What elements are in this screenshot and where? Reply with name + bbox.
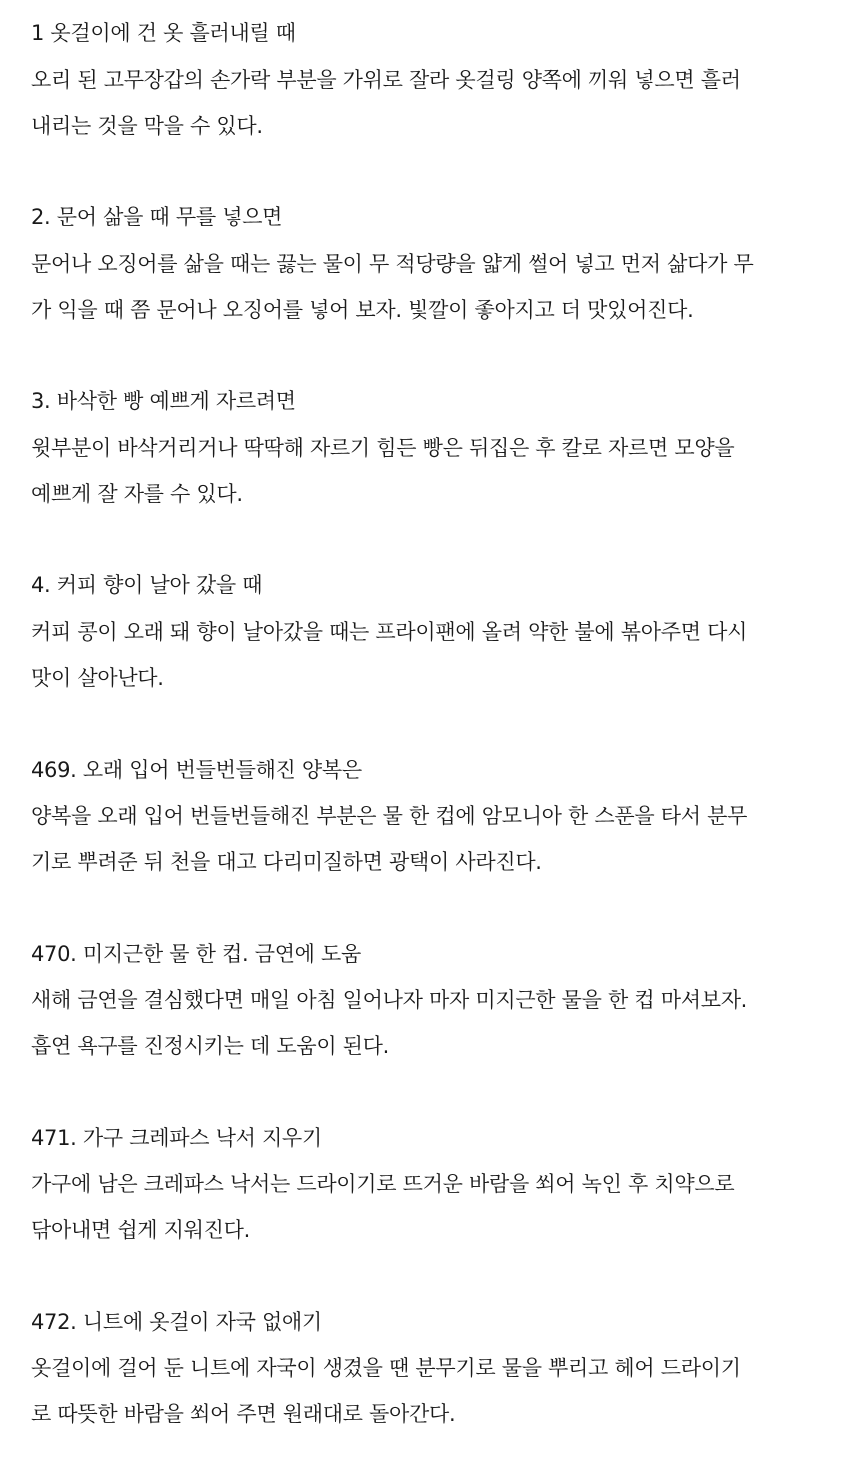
tip-title: 469. 오래 입어 번들번들해진 양복은 — [31, 758, 362, 782]
tip-body-line: 가 익을 때 쯤 문어나 오징어를 넣어 보자. 빛깔이 좋아지고 더 맛있어진다. — [31, 298, 694, 322]
tip-title: 4. 커피 향이 날아 갔을 때 — [31, 573, 263, 597]
tip-body-line: 오리 된 고무장갑의 손가락 부분을 가위로 잘라 옷걸링 양쪽에 끼워 넣으면 흘러 — [31, 68, 741, 92]
tip-title: 1 옷걸이에 건 옷 흘러내릴 때 — [31, 21, 296, 45]
tip-body-line: 양복을 오래 입어 번들번들해진 부분은 물 한 컵에 암모니아 한 스푼을 타서 분무 — [31, 804, 748, 828]
tip-title: 470. 미지근한 물 한 컵. 금연에 도움 — [31, 942, 362, 966]
tip-body-line: 흡연 욕구를 진정시키는 데 도움이 된다. — [31, 1034, 390, 1058]
tip-title: 471. 가구 크레파스 낙서 지우기 — [31, 1126, 322, 1150]
tip-body-line: 가구에 남은 크레파스 낙서는 드라이기로 뜨거운 바람을 쐬어 녹인 후 치약으로 — [31, 1172, 735, 1196]
tip-body-line: 옷걸이에 걸어 둔 니트에 자국이 생겼을 땐 분무기로 물을 뿌리고 헤어 드라이기 — [31, 1356, 741, 1380]
tip-body-line: 예쁘게 잘 자를 수 있다. — [31, 482, 243, 506]
tip-body-line: 닦아내면 쉽게 지워진다. — [31, 1218, 250, 1242]
tip-body-line: 맛이 살아난다. — [31, 666, 164, 690]
tip-body-line: 윗부분이 바삭거리거나 딱딱해 자르기 힘든 빵은 뒤집은 후 칼로 자르면 모양을 — [31, 436, 735, 460]
tip-title: 3. 바삭한 빵 예쁘게 자르려면 — [31, 389, 296, 413]
tip-body-line: 내리는 것을 막을 수 있다. — [31, 114, 263, 138]
tip-body-line: 커피 콩이 오래 돼 향이 날아갔을 때는 프라이팬에 올려 약한 불에 볶아주면 다시 — [31, 620, 748, 644]
tip-body-line: 문어나 오징어를 삶을 때는 끓는 물이 무 적당량을 얇게 썰어 넣고 먼저 삶다가 무 — [31, 252, 754, 276]
tip-title: 472. 니트에 옷걸이 자국 없애기 — [31, 1310, 322, 1334]
tip-title: 2. 문어 삶을 때 무를 넣으면 — [31, 205, 283, 229]
tip-body-line: 로 따뜻한 바람을 쐬어 주면 원래대로 돌아간다. — [31, 1402, 456, 1426]
tip-body-line: 기로 뿌려준 뒤 천을 대고 다리미질하면 광택이 사라진다. — [31, 850, 542, 874]
tip-body-line: 새해 금연을 결심했다면 매일 아침 일어나자 마자 미지근한 물을 한 컵 마셔보자. — [31, 988, 748, 1012]
